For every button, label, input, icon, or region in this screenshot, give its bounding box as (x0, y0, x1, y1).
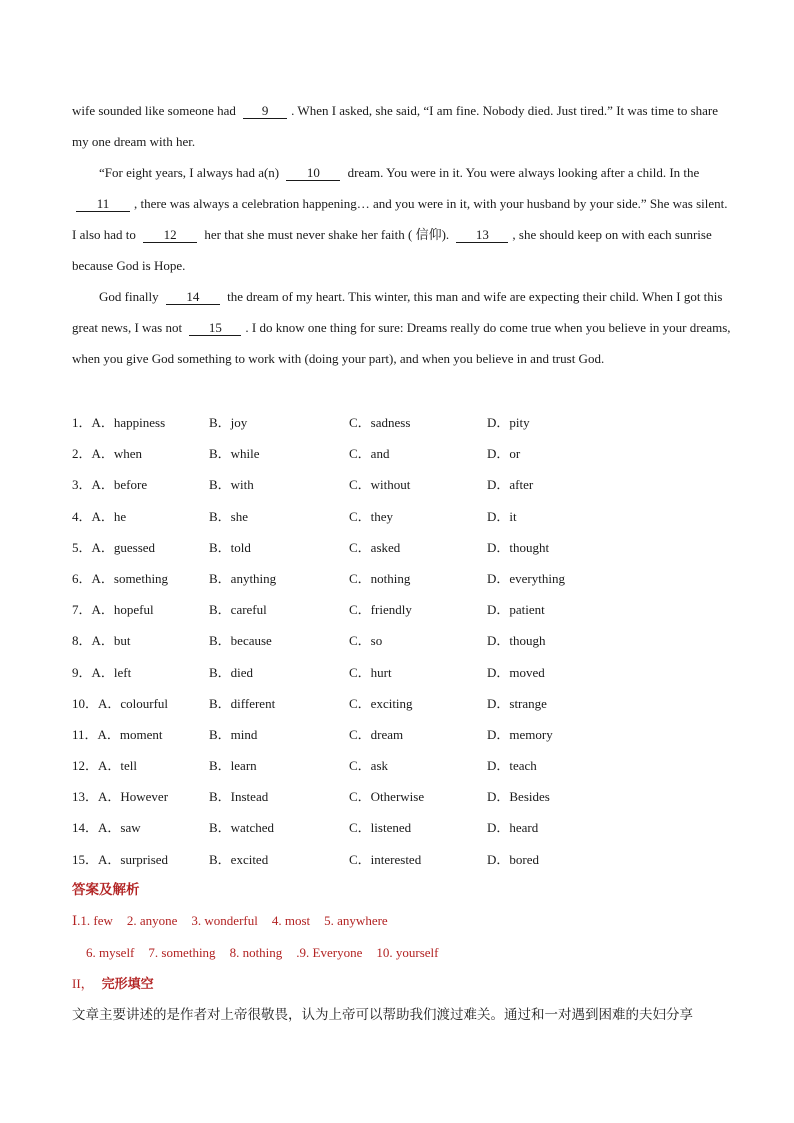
option-d: D．thought (487, 539, 550, 555)
option-d: D．patient (487, 602, 545, 618)
blank-15: 15 (189, 321, 241, 336)
passage-text: wife sounded like someone had (72, 103, 240, 118)
option-a: 2．A．when (72, 446, 143, 462)
option-row-5 (72, 532, 732, 563)
option-d: D．though (487, 633, 546, 649)
option-a: 4．A．he (72, 508, 127, 524)
option-b: B．Instead (209, 789, 269, 805)
answers-title: 答案及解析 (72, 882, 140, 898)
passage-text: her that she must never shake her faith ( 信仰). (201, 227, 453, 242)
option-row-8 (72, 625, 732, 656)
option-c: C．without (349, 477, 411, 493)
option-a: 13．A．However (72, 789, 169, 805)
option-b: B．mind (209, 726, 258, 742)
option-a: 12．A．tell (72, 758, 137, 774)
option-a: 6．A．something (72, 570, 169, 586)
passage-text: dream. You were in it. You were always looking after a child. In the (344, 165, 700, 180)
option-row-6 (72, 563, 732, 594)
option-b: B．while (209, 446, 260, 462)
option-b: B．because (209, 633, 272, 649)
option-b: B．anything (209, 570, 277, 586)
option-d: D．moved (487, 664, 545, 680)
option-row-11 (72, 719, 732, 750)
option-a: 5．A．guessed (72, 539, 156, 555)
passage-paragraph-2 (72, 157, 732, 281)
options-list (72, 407, 732, 875)
option-row-9 (72, 657, 732, 688)
option-b: B．died (209, 664, 254, 680)
blank-11: 11 (76, 197, 130, 212)
answer-item: .9. Everyone (296, 945, 363, 960)
option-d: D．it (487, 508, 517, 524)
option-d: D．memory (487, 726, 553, 742)
option-c: C．exciting (349, 695, 413, 711)
passage-text: the dream of my heart. This winter, this man and wife are expecting their child. When I got this great news, I was not (72, 289, 723, 335)
option-row-13 (72, 781, 732, 812)
option-row-4 (72, 501, 732, 532)
answers-line-2 (86, 939, 438, 967)
option-a: 1．A．happiness (72, 415, 166, 430)
option-row-2 (72, 438, 732, 469)
passage-text: . When I asked, she said, “I am fine. Nobody died. Just tired.” It was time to share my one dream with her. (72, 103, 718, 149)
blank-12: 12 (143, 228, 197, 243)
option-c: C．dream (349, 726, 404, 742)
passage-text: , she should keep on with each sunrise because God is Hope. (72, 227, 712, 273)
option-a: 14．A．saw (72, 820, 141, 836)
summary-text: 文章主要讲述的是作者对上帝很敬畏，认为上帝可以帮助我们渡过难关。通过和一对遇到困难的夫妇分享 (72, 1007, 693, 1023)
option-row-15 (72, 844, 732, 875)
option-b: B．watched (209, 820, 274, 836)
section-2-heading (72, 970, 154, 999)
option-row-3 (72, 469, 732, 500)
option-d: D．or (487, 446, 521, 462)
option-d: D．pity (487, 415, 530, 430)
answer-item: 8. nothing (229, 945, 283, 960)
option-c: C．and (349, 446, 390, 462)
passage-text: . I do know one thing for sure: Dreams really do come true when you believe in your dreams, when you give God something to work with (doing your part), and when you believe in and trust God. (72, 320, 731, 366)
option-a: 8．A．but (72, 633, 131, 649)
option-c: C．Otherwise (349, 789, 425, 805)
blank-13: 13 (456, 228, 508, 243)
option-b: B．she (209, 508, 249, 524)
passage-text: God finally (99, 289, 162, 304)
answers-line-1 (72, 907, 388, 935)
option-a: 3．A．before (72, 477, 148, 493)
option-c: C．they (349, 508, 394, 524)
section-2-title: 完形填空 (101, 977, 154, 992)
option-a: 10．A．colourful (72, 695, 169, 711)
option-row-12 (72, 750, 732, 781)
passage-paragraph-3 (72, 281, 732, 374)
option-b: B．different (209, 695, 276, 711)
blank-14: 14 (166, 290, 220, 305)
section-2-number: II， (72, 976, 94, 991)
option-c: C．so (349, 633, 383, 649)
answer-item: 2. anyone (126, 913, 178, 928)
option-row-10 (72, 688, 732, 719)
option-b: B．told (209, 539, 251, 555)
option-a: 15．A．surprised (72, 851, 169, 867)
option-row-14 (72, 812, 732, 843)
passage-text: “For eight years, I always had a(n) (99, 165, 283, 180)
option-c: C．hurt (349, 664, 392, 680)
option-b: B．with (209, 477, 254, 493)
answer-item: 5. anywhere (324, 913, 388, 928)
answer-item: 6. myself (86, 945, 135, 960)
option-b: B．excited (209, 851, 269, 867)
answer-item: Ⅰ.1. few (72, 913, 113, 928)
option-c: C．nothing (349, 570, 411, 586)
option-c: C．ask (349, 758, 389, 774)
blank-10: 10 (286, 166, 340, 181)
option-c: C．interested (349, 851, 422, 867)
option-d: D．heard (487, 820, 539, 836)
option-c: C．friendly (349, 602, 412, 618)
option-a: 7．A．hopeful (72, 602, 154, 618)
option-d: D．after (487, 477, 534, 493)
passage-text: , there was always a celebration happening… and you were in it, with your husband by your side.” She was silent. I also had to (72, 196, 728, 242)
option-a: 9．A．left (72, 664, 132, 680)
option-row-7 (72, 594, 732, 625)
answer-item: 10. yourself (376, 945, 439, 960)
option-a: 11．A．moment (72, 726, 163, 742)
answer-item: 4. most (271, 913, 311, 928)
option-c: C．listened (349, 820, 412, 836)
answer-item: 7. something (148, 945, 216, 960)
option-d: D．Besides (487, 789, 550, 805)
option-b: B．joy (209, 415, 248, 430)
option-c: C．asked (349, 539, 401, 555)
option-b: B．careful (209, 602, 267, 618)
option-d: D．teach (487, 758, 537, 774)
option-c: C．sadness (349, 415, 411, 430)
option-d: D．everything (487, 570, 565, 586)
option-d: D．strange (487, 695, 547, 711)
blank-9: 9 (243, 104, 287, 119)
option-row-1 (72, 407, 732, 438)
answer-item: 3. wonderful (191, 913, 258, 928)
option-d: D．bored (487, 851, 539, 867)
option-b: B．learn (209, 758, 257, 774)
passage-paragraph-1 (72, 95, 732, 157)
